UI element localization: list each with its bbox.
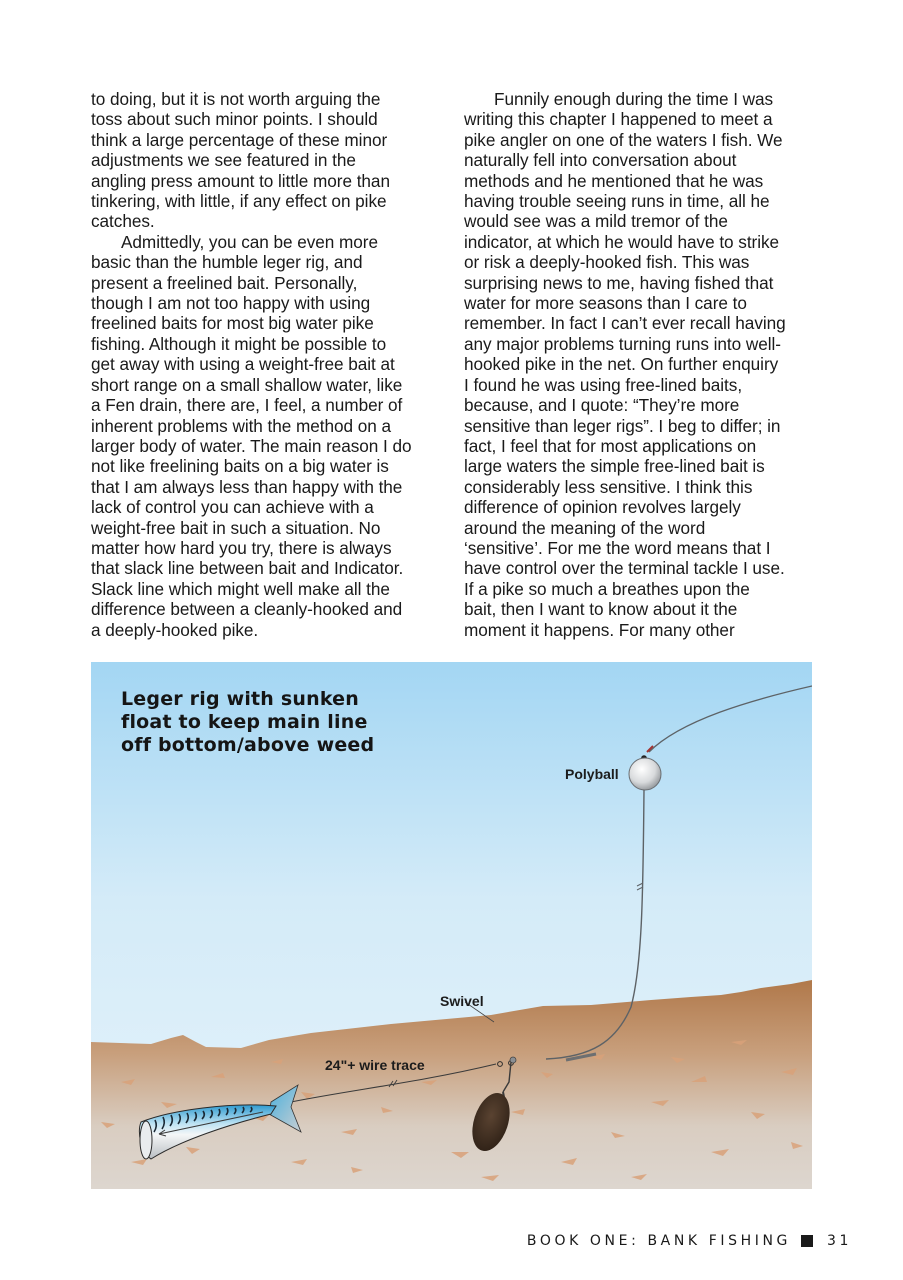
text-line: that slack line between bait and Indicator. — [91, 558, 404, 579]
text-line: angling press amount to little more than — [91, 170, 390, 191]
leger-rig-illustration — [91, 662, 812, 1189]
left-text-column — [91, 89, 441, 640]
text-line: present a freelined bait. Personally, — [91, 272, 358, 293]
text-line: larger body of water. The main reason I do — [91, 435, 412, 456]
text-line: lack of control you can achieve with a — [91, 497, 374, 518]
running-head: BOOK ONE: BANK FISHING — [526, 1233, 791, 1249]
text-line: Admittedly, you can be even more — [121, 231, 378, 252]
figure-title-line: float to keep main line — [121, 711, 368, 733]
text-line: that I am always less than happy with the — [91, 476, 403, 497]
right-text-column — [464, 89, 814, 640]
text-line: matter how hard you try, there is always — [91, 537, 392, 558]
text-line: pike angler on one of the waters I fish. We — [464, 129, 783, 150]
text-line: catches. — [91, 211, 155, 232]
paragraph — [91, 89, 441, 232]
polyball-label: Polyball — [565, 766, 619, 782]
polyball-float — [629, 758, 661, 790]
text-line: any major problems turning runs into well- — [464, 333, 781, 354]
text-line: a deeply-hooked pike. — [91, 619, 259, 640]
page-number: 31 — [826, 1233, 852, 1249]
swivel-label: Swivel — [440, 993, 484, 1009]
text-line: around the meaning of the word — [464, 517, 706, 538]
text-line: think a large percentage of these minor — [91, 129, 388, 150]
text-line: hooked pike in the net. On further enquiry — [464, 354, 779, 375]
text-line: considerably less sensitive. I think this — [464, 476, 753, 497]
text-line: indicator, at which he would have to strike — [464, 231, 780, 252]
text-line: to doing, but it is not worth arguing the — [91, 89, 381, 109]
text-line: methods and he mentioned that he was — [464, 170, 764, 191]
paragraph — [464, 89, 814, 640]
text-line: sensitive than leger rigs”. I beg to differ; in — [464, 415, 781, 436]
text-line: would see was a mild tremor of the — [464, 211, 728, 232]
text-line: or risk a deeply-hooked fish. This was — [464, 252, 750, 273]
text-line: fishing. Although it might be possible to — [91, 333, 387, 354]
text-line: get away with using a weight-free bait at — [91, 354, 395, 375]
text-line: basic than the humble leger rig, and — [91, 252, 363, 273]
text-line: moment it happens. For many other — [464, 619, 735, 640]
text-line: not like freelining baits on a big water is — [91, 456, 389, 477]
text-line: If a pike so much a breathes upon the — [464, 578, 750, 599]
square-bullet-icon — [801, 1235, 813, 1247]
text-line: surprising news to me, having fished that — [464, 272, 774, 293]
text-line: water for more seasons than I care to — [464, 293, 747, 314]
text-line: I found he was using free-lined baits, — [464, 374, 743, 395]
text-line: weight-free bait in such a situation. No — [91, 517, 381, 538]
text-line: fact, I feel that for most applications on — [464, 435, 757, 456]
text-line: short range on a small shallow water, like — [91, 374, 403, 395]
wire-trace-label: 24"+ wire trace — [325, 1057, 425, 1073]
text-line: inherent problems with the method on a — [91, 415, 392, 436]
text-line: toss about such minor points. I should — [91, 109, 378, 130]
text-line: adjustments we see featured in the — [91, 150, 356, 171]
figure-title-line: off bottom/above weed — [121, 734, 375, 756]
paragraph — [91, 232, 441, 640]
figure-title-line: Leger rig with sunken — [121, 688, 359, 710]
text-line: difference of opinion revolves largely — [464, 497, 741, 518]
text-line: large waters the simple free-lined bait is — [464, 456, 765, 477]
text-line: freelined baits for most big water pike — [91, 313, 374, 334]
text-line: ‘sensitive’. For me the word means that I — [464, 537, 771, 558]
text-line: bait, then I want to know about it the — [464, 599, 738, 620]
text-line: having trouble seeing runs in time, all he — [464, 191, 770, 212]
text-line: remember. In fact I can’t ever recall having — [464, 313, 786, 334]
text-line: difference between a cleanly-hooked and — [91, 599, 403, 620]
text-line: writing this chapter I happened to meet a — [464, 109, 773, 130]
figure-title — [121, 688, 374, 757]
text-line: naturally fell into conversation about — [464, 150, 737, 171]
text-line: Slack line which might well make all the — [91, 578, 390, 599]
text-line: tinkering, with little, if any effect on pike — [91, 191, 387, 212]
page-footer — [527, 1233, 852, 1249]
text-line: because, and I quote: “They’re more — [464, 395, 740, 416]
text-line: a Fen drain, there are, I feel, a number of — [91, 395, 403, 416]
text-line: Funnily enough during the time I was — [494, 89, 774, 109]
text-line: have control over the terminal tackle I use. — [464, 558, 785, 579]
text-line: though I am not too happy with using — [91, 293, 371, 314]
